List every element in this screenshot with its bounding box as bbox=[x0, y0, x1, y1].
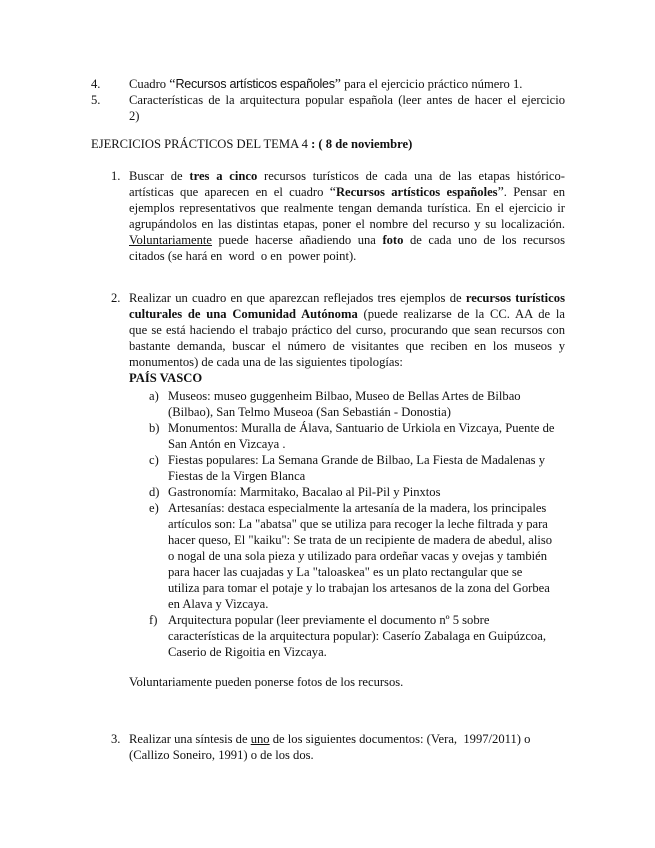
list-item-line: Gastronomía: Marmitako, Bacalao al Pil-Pil y Pinxtos bbox=[168, 485, 441, 499]
list-item-line: Caserio de Rigoitia en Vizcaya. bbox=[168, 645, 327, 659]
text-line: ejemplos representativos que realmente tengan demanda turística. En el ejercicio ir bbox=[129, 201, 565, 215]
section-heading: EJERCICIOS PRÁCTICOS DEL TEMA 4 : ( 8 de noviembre) bbox=[91, 137, 413, 151]
text-line: artísticas que aparecen en el cuadro “Recursos artísticos españoles”. Pensar en bbox=[129, 185, 565, 200]
list-item-line: utiliza para tomar el potaje y lo trabajan los artesanos de la zona del Gorbea bbox=[168, 581, 550, 595]
list-item-line: o nogal de una sola pieza y utilizado para ordeñar vacas y ovejas y también bbox=[168, 549, 548, 563]
list-item-line: Fiestas de la Virgen Blanca bbox=[168, 469, 306, 483]
list-label: c) bbox=[149, 453, 159, 467]
text-line: Realizar un cuadro en que aparezcan reflejados tres ejemplos de recursos turísticos bbox=[129, 291, 565, 305]
item-number: 4. bbox=[91, 77, 101, 91]
exercise-number: 2. bbox=[111, 291, 121, 305]
list-item-line: artículos son: La "abatsa" que se utiliza para recoger la leche filtrada y para bbox=[168, 517, 548, 531]
item-text-line: Características de la arquitectura popular española (leer antes de hacer el ejercicio bbox=[129, 93, 565, 107]
list-item-line: hacer queso, El "kaiku": Se trata de un recipiente de madera de abedul, aliso bbox=[168, 533, 553, 547]
item-number: 5. bbox=[91, 93, 101, 107]
text-line: que se está haciendo el trabajo práctico del curso, procurando que sean recursos con bbox=[129, 323, 565, 337]
item-text-line: 2) bbox=[129, 109, 140, 123]
text-line: agrupándolos en las distintas etapas, poner el nombre del recurso y su localización. bbox=[129, 217, 565, 231]
region-heading: PAÍS VASCO bbox=[129, 371, 203, 385]
list-item-line: (Bilbao), San Telmo Museoa (San Sebastián - Donostia) bbox=[168, 405, 451, 419]
list-label: d) bbox=[149, 485, 160, 499]
list-label: f) bbox=[149, 613, 158, 627]
list-item-line: para hacer las cuajadas y La "taloaskea" es un plato rectangular que se bbox=[168, 565, 523, 579]
list-label: e) bbox=[149, 501, 159, 515]
text-line: Buscar de tres a cinco recursos turísticos de cada una de las etapas histórico- bbox=[129, 169, 565, 183]
text-line: bastante demanda, buscar el número de visitantes que reciben en los museos y bbox=[129, 339, 565, 353]
text-line: (Callizo Soneiro, 1991) o de los dos. bbox=[129, 748, 314, 762]
note-text: Voluntariamente pueden ponerse fotos de los recursos. bbox=[129, 675, 404, 689]
document-title: Recursos artísticos españoles bbox=[175, 77, 335, 91]
exercise-number: 3. bbox=[111, 732, 121, 746]
text-line: Voluntariamente puede hacerse añadiendo una foto de cada uno de los recursos bbox=[129, 233, 565, 247]
list-item-line: San Antón en Vizcaya . bbox=[168, 437, 286, 451]
text-line: citados (se hará en word o en power point). bbox=[129, 249, 357, 263]
list-item-line: características de la arquitectura popular): Caserío Zabalaga en Guipúzcoa, bbox=[168, 629, 546, 643]
heading-date: : ( 8 de noviembre) bbox=[307, 137, 413, 151]
list-label: a) bbox=[149, 389, 159, 403]
list-item-line: en Alava y Vizcaya. bbox=[168, 597, 269, 611]
list-item-line: Monumentos: Muralla de Álava, Santuario de Urkiola en Vizcaya, Puente de bbox=[168, 421, 555, 435]
list-item-line: Museos: museo guggenheim Bilbao, Museo de Bellas Artes de Bilbao bbox=[168, 389, 521, 403]
text-line: culturales de una Comunidad Autónoma (puede realizarse de la CC. AA de la bbox=[129, 307, 565, 321]
list-item-line: Arquitectura popular (leer previamente el documento nº 5 sobre bbox=[168, 613, 490, 627]
exercise-number: 1. bbox=[111, 169, 121, 183]
list-label: b) bbox=[149, 421, 160, 435]
list-item-line: Fiestas populares: La Semana Grande de Bilbao, La Fiesta de Madalenas y bbox=[168, 453, 546, 467]
text-line: Realizar una síntesis de uno de los siguientes documentos: (Vera, 1997/2011) o bbox=[129, 732, 531, 746]
text-line: monumentos) de cada una de las siguientes tipologías: bbox=[129, 355, 403, 369]
item-text: Cuadro “Recursos artísticos españoles” para el ejercicio práctico número 1. bbox=[129, 77, 523, 92]
list-item-line: Artesanías: destaca especialmente la artesanía de la madera, los principales bbox=[168, 501, 547, 515]
